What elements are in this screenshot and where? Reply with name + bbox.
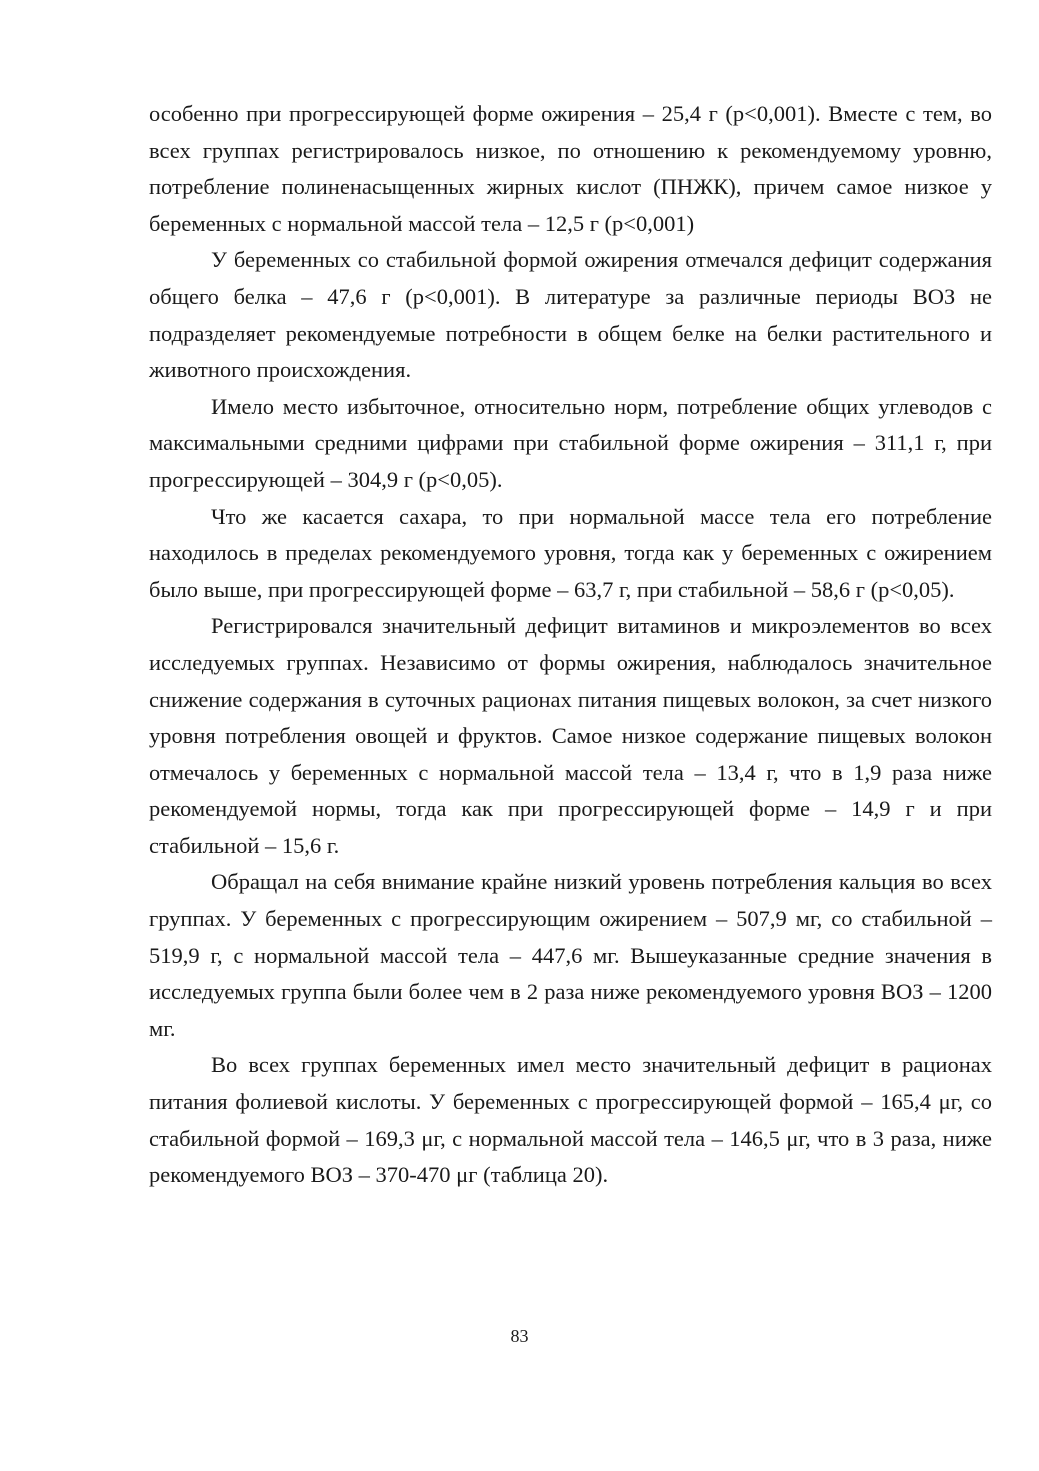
paragraph-protein: У беременных со стабильной формой ожирения отмечался дефицит содержания общего белка – 47,6 г (p<0,001). В литературе за различные периоды ВОЗ не подразделяет рекомендуемые потребности в общем белке на белки растительного и животного происхождения. xyxy=(149,247,992,383)
paragraph-folic-acid: Во всех группах беременных имел место значительный дефицит в рационах питания фолиевой кислоты. У беременных с прогрессирующей формой – 165,4 μг, со стабильной формой – 169,3 μг, с нормальной массой тела – 146,5 μг, что в 3 раза, ниже рекомендуемого ВОЗ – 370-470 μг (таблица 20). xyxy=(149,1052,992,1188)
page-body xyxy=(149,96,992,1194)
paragraph-vitamins-fiber: Регистрировался значительный дефицит витаминов и микроэлементов во всех исследуемых группах. Независимо от формы ожирения, наблюдалось значительное снижение содержания в суточных рационах питания пищевых волокон, за счет низкого уровня потребления овощей и фруктов. Самое низкое содержание пищевых волокон отмечалось у беременных с нормальной массой тела – 13,4 г, что в 1,9 раза ниже рекомендуемой нормы, тогда как при прогрессирующей форме – 14,9 г и при стабильной – 15,6 г. xyxy=(149,613,992,858)
paragraph-sugar: Что же касается сахара, то при нормальной массе тела его потребление находилось в пределах рекомендуемого уровня, тогда как у беременных с ожирением было выше, при прогрессирующей форме – 63,7 г, при стабильной – 58,6 г (p<0,05). xyxy=(149,503,992,602)
paragraph-carbohydrates: Имело место избыточное, относительно норм, потребление общих углеводов с максимальными средними цифрами при стабильной форме ожирения – 311,1 г, при прогрессирующей – 304,9 г (p<0,05). xyxy=(149,393,992,492)
page-number: 83 xyxy=(510,1326,529,1346)
paragraph-calcium: Обращал на себя внимание крайне низкий уровень потребления кальция во всех группах. У беременных с прогрессирующим ожирением – 507,9 мг, со стабильной – 519,9 г, с нормальной массой тела – 447,6 мг. Вышеуказанные средние значения в исследуемых группа были более чем в 2 раза ниже рекомендуемого уровня ВОЗ – 1200 мг. xyxy=(149,869,992,1041)
paragraph-continuation: особенно при прогрессирующей форме ожирения – 25,4 г (p<0,001). Вместе с тем, во всех группах регистрировалось низкое, по отношению к рекомендуемому уровню, потребление полиненасыщенных жирных кислот (ПНЖК), причем самое низкое у беременных с нормальной массой тела – 12,5 г (p<0,001) xyxy=(149,101,992,236)
